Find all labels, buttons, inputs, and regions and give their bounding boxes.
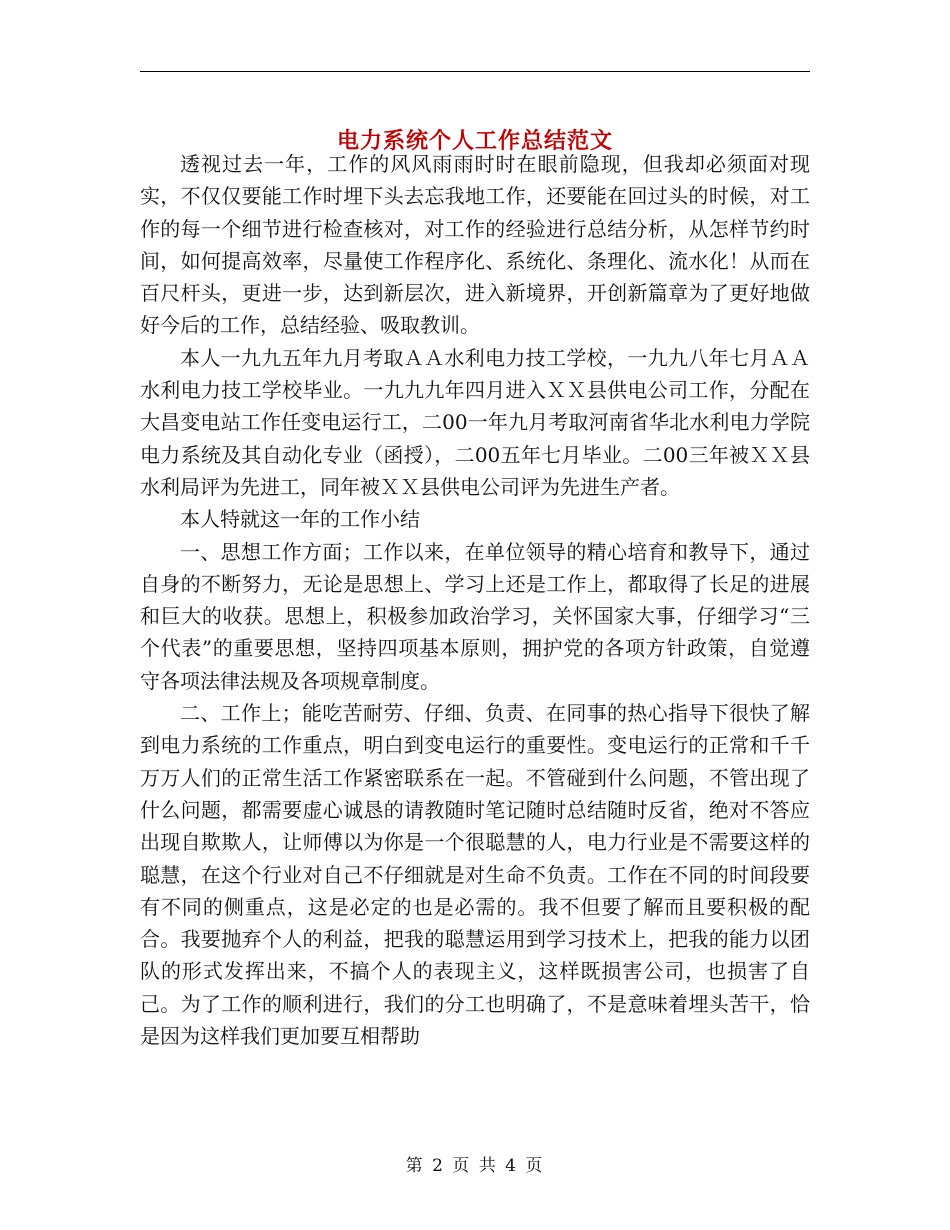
paragraph-background: 本人一九九五年九月考取ＡＡ水利电力技工学校，一九九八年七月ＡＡ水利电力技工学校毕业。一九九九年四月进入ＸＸ县供电公司工作，分配在大昌变电站工作任变电运行工，二00一年九月考取河南省华北水利电力学院电力系统及其自动化专业（函授），二00五年七月毕业。二00三年被ＸＸ县水利局评为先进工，同年被ＸＸ县供电公司评为先进生产者。 [140,345,810,499]
paragraph-work: 二、工作上；能吃苦耐劳、仔细、负责、在同事的热心指导下很快了解到电力系统的工作重点，明白到变电运行的重要性。变电运行的正常和千千万万人们的正常生活工作紧密联系在一起。不管碰到什么问题，不管出现了什么问题，都需要虚心诚恳的请教随时笔记随时总结随时反省，绝对不答应出现自欺欺人，让师傅以为你是一个很聪慧的人，电力行业是不需要这样的聪慧，在这个行业对自己不仔细就是对生命不负责。工作在不同的时间段要有不同的侧重点，这是必定的也是必需的。我不但要了解而且要积极的配合。我要抛弃个人的利益，把我的聪慧运用到学习技术上，把我的能力以团队的形式发挥出来，不搞个人的表现主义，这样既损害公司，也损害了自己。为了工作的顺利进行，我们的分工也明确了，不是意味着埋头苦干，恰是因为这样我们更加要互相帮助 [140,701,810,1049]
document-title: 电力系统个人工作总结范文 [336,127,613,154]
paragraph-intro: 透视过去一年，工作的风风雨雨时时在眼前隐现，但我却必须面对现实，不仅仅要能工作时埋下头去忘我地工作，还要能在回过头的时候，对工作的每一个细节进行检查核对，对工作的经验进行总结分析，从怎样节约时间，如何提高效率，尽量使工作程序化、系统化、条理化、流水化！从而在百尺杆头，更进一步，达到新层次，进入新境界，开创新篇章为了更好地做好今后的工作，总结经验、吸取教训。 [140,152,810,338]
document-body [140,148,810,1052]
header-rule [140,71,810,72]
page-number: 第 2 页 共 4 页 [405,1156,545,1176]
paragraph-thought-work: 一、思想工作方面；工作以来，在单位领导的精心培育和教导下，通过自身的不断努力，无论是思想上、学习上还是工作上，都取得了长足的进展和巨大的收获。思想上，积极参加政治学习，关怀国家大事，仔细学习“三个代表”的重要思想，坚持四项基本原则，拥护党的各项方针政策，自觉遵守各项法律法规及各项规章制度。 [140,539,810,693]
paragraph-summary-heading: 本人特就这一年的工作小结 [180,507,420,532]
